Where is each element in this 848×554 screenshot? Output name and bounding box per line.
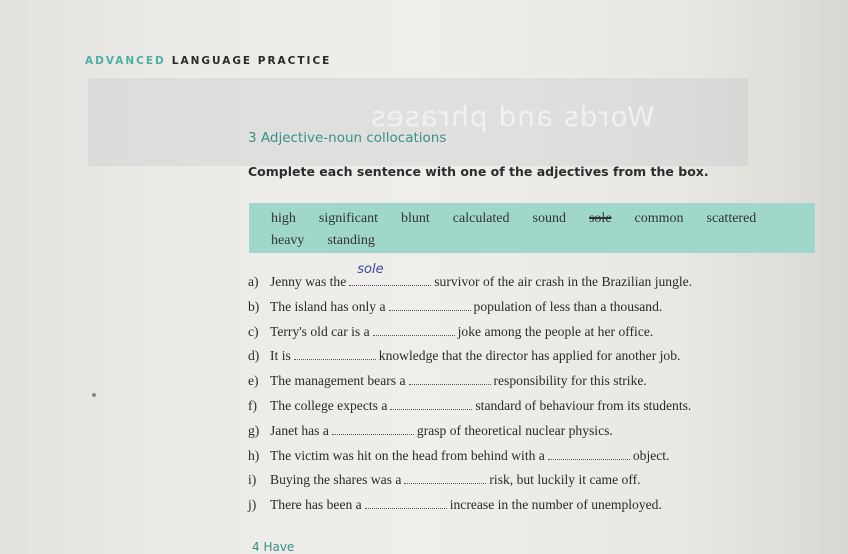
adjective-option: sole: [588, 211, 612, 226]
exercise-item: [248, 344, 828, 369]
item-text-after: increase in the number of unemployed.: [449, 497, 662, 513]
adjective-option: blunt: [401, 211, 430, 226]
answer-blank[interactable]: [332, 422, 414, 435]
item-text-after: grasp of theoretical nuclear physics.: [416, 422, 613, 438]
item-text-before: There has been a: [270, 497, 362, 513]
exercise-item: [248, 444, 828, 469]
running-header: [85, 55, 331, 67]
item-letter: g): [248, 422, 260, 438]
item-letter: i): [248, 472, 257, 488]
item-letter: f): [248, 397, 258, 413]
adjective-option: sound: [532, 211, 566, 226]
adjective-option: calculated: [452, 211, 510, 226]
answer-blank[interactable]: [389, 298, 471, 311]
exercise-item: [248, 394, 828, 419]
item-letter: c): [248, 323, 259, 339]
item-text-after: object.: [632, 447, 670, 463]
answer-blank[interactable]: [390, 397, 472, 410]
answer-blank[interactable]: [349, 262, 431, 286]
exercise-item: [248, 419, 828, 444]
bleed-through-title: Words and phrases: [370, 100, 655, 133]
item-letter: j): [248, 497, 257, 513]
next-section-heading: 4 Have: [252, 540, 295, 554]
item-text-before: Terry's old car is a: [270, 323, 370, 339]
item-letter: a): [248, 274, 259, 289]
item-text-after: knowledge that the director has applied for another job.: [378, 348, 681, 364]
item-letter: d): [248, 348, 260, 364]
item-letter: b): [248, 298, 260, 314]
answer-blank[interactable]: [294, 347, 376, 360]
item-text-after: population of less than a thousand.: [473, 298, 663, 314]
exercise-item: [248, 320, 828, 345]
item-text-after: survivor of the air crash in the Brazilian jungle.: [434, 274, 693, 289]
item-text-before: The victim was hit on the head from behind with a: [270, 447, 545, 463]
adjective-option: common: [634, 211, 684, 226]
adjective-option: high: [271, 211, 296, 226]
adjective-option: standing: [327, 233, 375, 248]
item-text-before: Buying the shares was a: [270, 472, 402, 488]
exercise-item: [248, 468, 828, 493]
item-letter: e): [248, 373, 259, 389]
item-text-after: joke among the people at her office.: [457, 323, 654, 339]
item-letter: h): [248, 447, 260, 463]
item-text-before: The college expects a: [270, 397, 388, 413]
item-text-before: The management bears a: [270, 373, 406, 389]
margin-mark: [92, 393, 96, 397]
answer-blank[interactable]: [548, 447, 630, 460]
exercise-item: [248, 262, 828, 295]
adjective-box: [249, 203, 815, 253]
item-text-after: responsibility for this strike.: [493, 373, 647, 389]
item-text-before: It is: [270, 348, 291, 364]
section-title: 3 Adjective-noun collocations: [248, 130, 447, 146]
item-text-after: standard of behaviour from its students.: [475, 397, 692, 413]
answer-blank[interactable]: [373, 323, 455, 336]
item-text-before: The island has only a: [270, 298, 386, 314]
exercise-item: [248, 493, 828, 518]
item-text-after: risk, but luckily it came off.: [489, 472, 641, 488]
exercise-item: [248, 369, 828, 394]
adjective-list: [271, 208, 791, 252]
item-text-before: Jenny was the: [270, 274, 347, 289]
answer-blank[interactable]: [365, 496, 447, 509]
handwritten-answer: sole: [357, 262, 384, 277]
answer-blank[interactable]: [409, 372, 491, 385]
answer-blank[interactable]: [404, 471, 486, 484]
adjective-option: scattered: [706, 211, 757, 226]
exercise-list: [248, 262, 828, 518]
exercise-item: [248, 295, 828, 320]
adjective-option: significant: [318, 211, 378, 226]
item-text-before: Janet has a: [270, 422, 329, 438]
header-language-practice: LANGUAGE PRACTICE: [171, 55, 332, 67]
header-advanced: ADVANCED: [85, 55, 166, 67]
exercise-instruction: Complete each sentence with one of the adjectives from the box.: [248, 164, 709, 179]
adjective-option: heavy: [271, 233, 305, 248]
